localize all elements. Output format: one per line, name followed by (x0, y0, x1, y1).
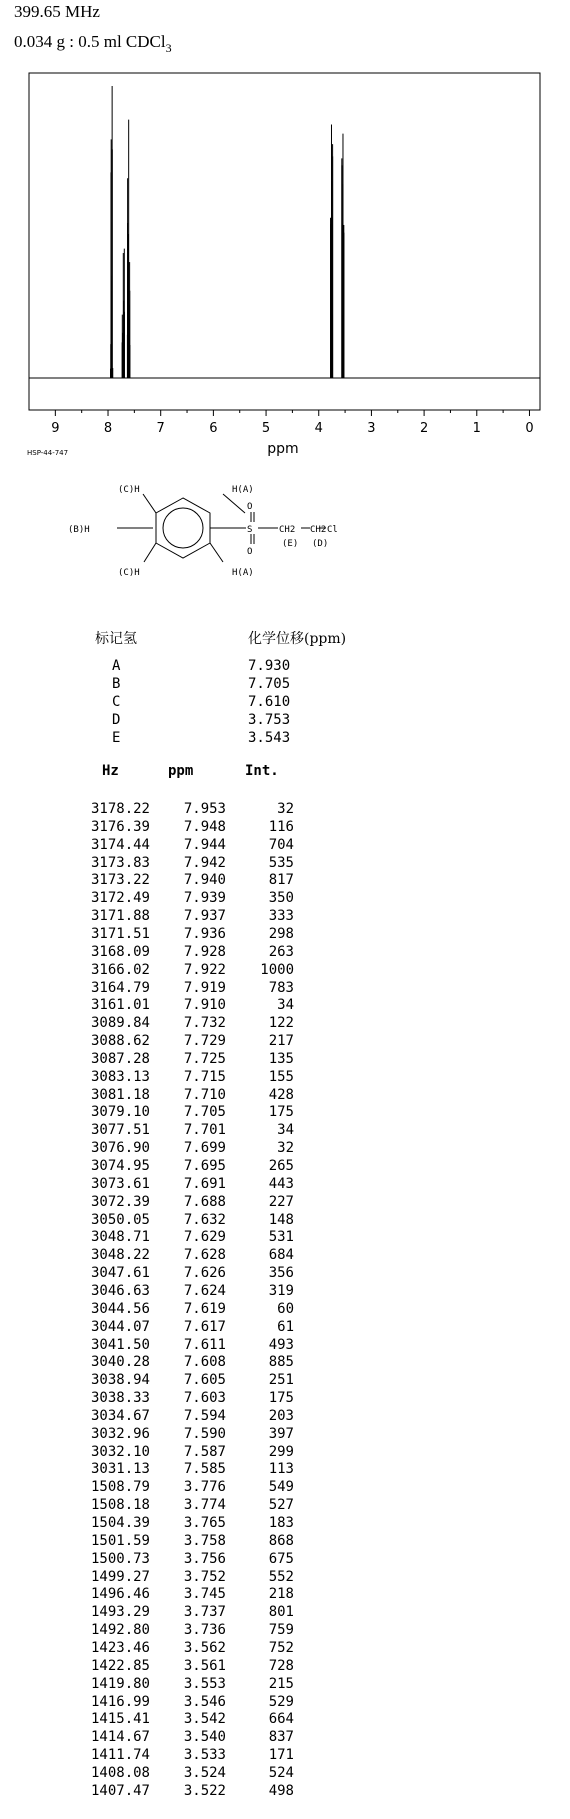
cell-hz: 3034.67 (90, 1407, 150, 1424)
cell-int: 529 (268, 1693, 294, 1710)
cell-int: 752 (268, 1639, 294, 1656)
cell-hz: 1508.18 (90, 1497, 150, 1514)
cell-ppm: 7.617 (183, 1318, 226, 1335)
cell-ppm: 7.629 (183, 1229, 226, 1246)
cell-int: 350 (268, 890, 294, 907)
cell-hz: 3076.90 (90, 1140, 150, 1157)
cell-hz: 3031.13 (90, 1461, 150, 1478)
cell-int: 817 (268, 872, 294, 889)
cell-ppm: 7.624 (183, 1282, 226, 1299)
label-sulfur: S (247, 525, 253, 535)
cell-hz: 3161.01 (90, 997, 150, 1014)
sample-subscript: 3 (165, 41, 172, 55)
cell-ppm: 7.725 (183, 1050, 226, 1067)
cell-ppm: 7.605 (183, 1372, 226, 1389)
cell-int: 868 (268, 1532, 294, 1549)
cell-hz: 3176.39 (90, 818, 150, 835)
cell-ppm: 7.619 (183, 1300, 226, 1317)
cell-int: 783 (268, 979, 294, 996)
label-ortho-c-top: (C)H (118, 485, 140, 495)
cell-hz: 1492.80 (90, 1622, 150, 1639)
cell-hz: 3047.61 (90, 1265, 150, 1282)
label-oxygen-top: O (247, 502, 253, 512)
cell-ppm: 3.522 (183, 1782, 226, 1799)
shift-value: 7.930 (248, 658, 291, 674)
shift-label: B (112, 676, 121, 692)
cell-ppm: 7.948 (183, 818, 226, 835)
cell-int: 524 (268, 1764, 294, 1781)
cell-ppm: 3.562 (183, 1639, 226, 1656)
cell-int: 61 (277, 1318, 294, 1335)
cell-int: 263 (268, 943, 294, 960)
nmr-spectrum-chart (0, 60, 570, 470)
cell-hz: 3040.28 (90, 1354, 150, 1371)
shift-value: 3.753 (248, 712, 291, 728)
cell-ppm: 7.919 (183, 979, 226, 996)
cell-hz: 1419.80 (90, 1675, 150, 1692)
cell-int: 265 (268, 1158, 294, 1174)
cell-ppm: 7.928 (183, 943, 226, 960)
cell-ppm: 7.626 (183, 1265, 226, 1282)
cell-ppm: 3.540 (183, 1729, 226, 1746)
label-ch2-d: CH2 (310, 525, 327, 535)
cell-ppm: 3.524 (183, 1764, 226, 1781)
cell-int: 356 (268, 1265, 294, 1282)
cell-int: 801 (268, 1604, 294, 1621)
label-para-b: (B)H (68, 525, 90, 535)
cell-ppm: 7.632 (183, 1211, 226, 1228)
cell-hz: 3168.09 (90, 943, 150, 960)
x-tick-label: 7 (156, 421, 165, 436)
cell-int: 183 (268, 1515, 294, 1531)
x-axis (51, 410, 533, 436)
cell-hz: 3041.50 (90, 1336, 150, 1353)
cell-hz: 3083.13 (90, 1068, 150, 1085)
cell-ppm: 7.705 (183, 1104, 226, 1121)
cell-hz: 3048.71 (90, 1229, 150, 1246)
shift-value: 7.610 (248, 694, 291, 710)
cell-int: 531 (268, 1229, 294, 1246)
cell-hz: 3173.22 (90, 872, 150, 889)
cell-hz: 3173.83 (90, 854, 150, 871)
cell-int: 759 (268, 1622, 294, 1639)
cell-hz: 1407.47 (90, 1782, 150, 1799)
x-tick-label: 5 (261, 421, 271, 436)
shift-value: 3.543 (248, 730, 291, 746)
cell-ppm: 7.587 (183, 1443, 226, 1460)
cell-hz: 3073.61 (90, 1175, 150, 1192)
label-ch2-e: CH2 (279, 525, 296, 535)
spectrometer-frequency: 399.65 MHz (14, 2, 100, 21)
cell-hz: 1499.27 (90, 1568, 150, 1585)
cell-int: 428 (268, 1086, 294, 1103)
shift-header-shift: 化学位移(ppm) (248, 631, 347, 647)
cell-ppm: 3.745 (183, 1586, 226, 1603)
cell-hz: 3044.07 (90, 1318, 150, 1335)
cell-int: 675 (268, 1550, 294, 1567)
cell-int: 122 (268, 1015, 294, 1032)
cell-int: 175 (268, 1104, 294, 1121)
x-axis-label: ppm (267, 441, 299, 457)
cell-int: 535 (268, 854, 294, 871)
cell-ppm: 7.628 (183, 1247, 226, 1264)
x-tick-label: 3 (367, 421, 376, 436)
cell-hz: 3081.18 (90, 1086, 150, 1103)
cell-int: 527 (268, 1497, 294, 1514)
shift-label: E (112, 730, 121, 746)
cell-hz: 1416.99 (90, 1693, 150, 1710)
cell-ppm: 7.936 (183, 925, 226, 942)
cell-int: 664 (268, 1711, 294, 1728)
cell-hz: 3048.22 (90, 1247, 150, 1264)
cell-ppm: 7.910 (183, 997, 226, 1014)
cell-hz: 3038.33 (90, 1390, 150, 1407)
label-chlorine: Cl (327, 525, 338, 535)
cell-int: 227 (268, 1193, 294, 1210)
cell-hz: 3032.10 (90, 1443, 150, 1460)
cell-hz: 3174.44 (90, 836, 150, 853)
x-tick-label: 0 (525, 421, 534, 436)
cell-ppm: 7.729 (183, 1033, 226, 1050)
cell-int: 443 (268, 1175, 294, 1192)
cell-int: 397 (268, 1425, 294, 1442)
shift-label: A (112, 658, 121, 674)
cell-int: 704 (268, 836, 294, 853)
cell-ppm: 7.922 (183, 961, 226, 978)
cell-hz: 3038.94 (90, 1372, 150, 1389)
cell-ppm: 3.758 (183, 1532, 226, 1549)
cell-int: 32 (277, 801, 294, 817)
cell-hz: 1493.29 (90, 1604, 150, 1621)
x-tick-label: 1 (472, 421, 481, 436)
header-int: Int. (245, 763, 279, 779)
molecule-structure (60, 482, 340, 617)
cell-ppm: 7.585 (183, 1461, 226, 1478)
cell-hz: 3079.10 (90, 1104, 150, 1121)
x-tick-label: 4 (314, 421, 323, 436)
cell-int: 333 (268, 908, 294, 925)
shift-label: C (112, 694, 121, 710)
cell-hz: 3072.39 (90, 1193, 150, 1210)
label-ortho-c-bottom: (C)H (118, 568, 140, 578)
cell-ppm: 7.590 (183, 1425, 226, 1442)
cell-ppm: 7.710 (183, 1086, 226, 1103)
x-tick-label: 9 (51, 421, 60, 436)
cell-ppm: 7.603 (183, 1390, 226, 1407)
cell-hz: 1415.41 (90, 1711, 150, 1728)
cell-hz: 3164.79 (90, 979, 150, 996)
cell-ppm: 3.776 (183, 1479, 226, 1496)
cell-int: 217 (268, 1033, 294, 1050)
cell-int: 116 (268, 818, 294, 835)
cell-ppm: 3.533 (183, 1747, 226, 1764)
cell-ppm: 7.699 (183, 1140, 226, 1157)
sample-concentration (14, 32, 172, 56)
cell-ppm: 3.736 (183, 1622, 226, 1639)
cell-ppm: 3.553 (183, 1675, 226, 1692)
cell-hz: 1496.46 (90, 1586, 150, 1603)
x-tick-label: 8 (103, 421, 113, 436)
cell-ppm: 3.546 (183, 1693, 226, 1710)
cell-hz: 3172.49 (90, 890, 150, 907)
cell-hz: 1504.39 (90, 1515, 150, 1531)
cell-ppm: 7.732 (183, 1015, 226, 1032)
cell-ppm: 3.737 (183, 1604, 226, 1621)
cell-hz: 3178.22 (90, 801, 150, 817)
cell-int: 203 (268, 1407, 294, 1424)
cell-int: 155 (268, 1068, 294, 1085)
peak-table-header (0, 763, 570, 781)
cell-int: 1000 (260, 961, 294, 978)
cell-hz: 3171.51 (90, 925, 150, 942)
cell-hz: 1411.74 (90, 1747, 150, 1764)
shift-label: D (112, 712, 121, 728)
cell-hz: 1508.79 (90, 1479, 150, 1496)
x-tick-label: 6 (209, 421, 218, 436)
cell-hz: 3088.62 (90, 1033, 150, 1050)
cell-ppm: 7.939 (183, 890, 226, 907)
cell-ppm: 3.765 (183, 1515, 226, 1531)
cell-hz: 1414.67 (90, 1729, 150, 1746)
cell-hz: 3171.88 (90, 908, 150, 925)
cell-ppm: 7.691 (183, 1175, 226, 1192)
cell-ppm: 3.752 (183, 1568, 226, 1585)
cell-int: 251 (268, 1372, 294, 1389)
cell-int: 552 (268, 1568, 294, 1585)
cell-int: 498 (268, 1782, 294, 1799)
label-e: (E) (282, 539, 299, 549)
cell-int: 32 (277, 1140, 294, 1157)
cell-int: 319 (268, 1282, 294, 1299)
cell-ppm: 3.756 (183, 1550, 226, 1567)
cell-int: 549 (268, 1479, 294, 1496)
label-oxygen-bottom: O (247, 547, 253, 557)
cell-int: 218 (268, 1586, 294, 1603)
cell-int: 60 (277, 1300, 294, 1317)
cell-hz: 3050.05 (90, 1211, 150, 1228)
peak-lines (110, 86, 343, 378)
cell-int: 837 (268, 1729, 294, 1746)
cell-ppm: 7.608 (183, 1354, 226, 1371)
cell-hz: 3087.28 (90, 1050, 150, 1067)
plot-frame (29, 73, 540, 410)
cell-ppm: 7.940 (183, 872, 226, 889)
cell-hz: 1422.85 (90, 1657, 150, 1674)
cell-int: 215 (268, 1675, 294, 1692)
cell-ppm: 3.774 (183, 1497, 226, 1514)
cell-hz: 1423.46 (90, 1639, 150, 1656)
header-ppm: ppm (168, 763, 194, 779)
cell-hz: 1501.59 (90, 1532, 150, 1549)
cell-ppm: 7.611 (183, 1336, 226, 1353)
cell-int: 298 (268, 925, 294, 942)
label-d: (D) (312, 539, 329, 549)
cell-ppm: 3.561 (183, 1657, 226, 1674)
cell-hz: 3032.96 (90, 1425, 150, 1442)
cell-hz: 3074.95 (90, 1158, 150, 1174)
cell-hz: 3089.84 (90, 1015, 150, 1032)
cell-int: 299 (268, 1443, 294, 1460)
cell-int: 34 (277, 1122, 294, 1139)
cell-hz: 1408.08 (90, 1764, 150, 1781)
cell-hz: 3077.51 (90, 1122, 150, 1139)
cell-ppm: 7.715 (183, 1068, 226, 1085)
cell-ppm: 7.688 (183, 1193, 226, 1210)
cell-int: 684 (268, 1247, 294, 1264)
cell-hz: 3044.56 (90, 1300, 150, 1317)
cell-ppm: 7.944 (183, 836, 226, 853)
cell-int: 175 (268, 1390, 294, 1407)
shift-value: 7.705 (248, 676, 291, 692)
cell-ppm: 7.953 (183, 801, 226, 817)
cell-int: 728 (268, 1657, 294, 1674)
sample-text: 0.034 g : 0.5 ml CDCl (14, 32, 166, 51)
cell-ppm: 7.942 (183, 854, 226, 871)
label-ortho-a-bottom: H(A) (232, 568, 254, 578)
cell-int: 171 (268, 1747, 294, 1764)
label-ortho-a-top: H(A) (232, 485, 254, 495)
cell-ppm: 7.594 (183, 1407, 226, 1424)
cell-int: 113 (268, 1461, 294, 1478)
cell-hz: 1500.73 (90, 1550, 150, 1567)
header-hz: Hz (102, 763, 119, 779)
cell-int: 885 (268, 1354, 294, 1371)
shift-header-label: 标记氢 (95, 631, 137, 647)
cell-int: 135 (268, 1050, 294, 1067)
cell-hz: 3046.63 (90, 1282, 150, 1299)
cell-ppm: 3.542 (183, 1711, 226, 1728)
cell-int: 493 (268, 1336, 294, 1353)
cell-hz: 3166.02 (90, 961, 150, 978)
cell-ppm: 7.937 (183, 908, 226, 925)
spectrum-code: HSP-44-747 (27, 449, 69, 457)
cell-int: 148 (268, 1211, 294, 1228)
x-tick-label: 2 (419, 421, 429, 436)
cell-int: 34 (277, 997, 294, 1014)
cell-ppm: 7.701 (183, 1122, 226, 1139)
cell-ppm: 7.695 (183, 1158, 226, 1174)
